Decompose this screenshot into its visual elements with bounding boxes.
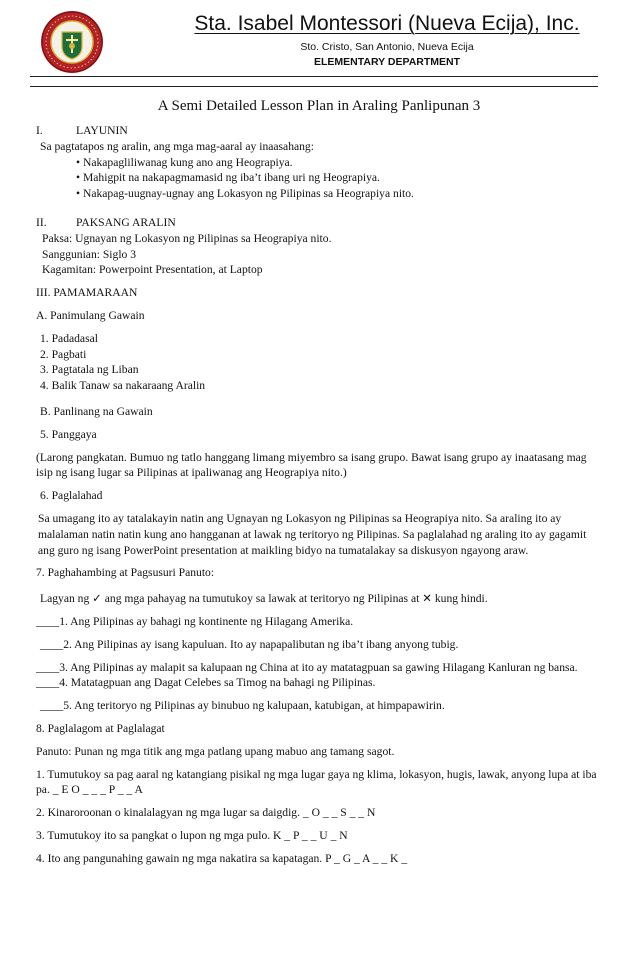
list-item: 2. Pagbati bbox=[40, 347, 87, 361]
pamamaraan-heading: III. PAMAMARAAN bbox=[36, 286, 138, 300]
list-item: • Mahigpit na nakapagmamasid ng iba’t ibang uri ng Heograpiya. bbox=[76, 170, 604, 186]
list-item: 1. Padadasal bbox=[40, 331, 98, 345]
school-department: ELEMENTARY DEPARTMENT bbox=[313, 56, 461, 68]
layunin-bullets bbox=[36, 155, 604, 202]
list-item: 3. Pagtatala ng Liban bbox=[40, 363, 139, 377]
panggaya-heading: 5. Panggaya bbox=[40, 427, 97, 441]
header-divider-top bbox=[30, 76, 598, 77]
document-header bbox=[0, 0, 638, 90]
quiz-item: ____4. Matatagpuan ang Dagat Celebes sa Timog na bahagi ng Pilipinas. bbox=[36, 676, 376, 690]
paglalagom-instruction: Panuto: Punan ng mga titik ang mga patlang upang mabuo ang tamang sagot. bbox=[36, 744, 395, 758]
quiz-item: ____2. Ang Pilipinas ay isang kapuluan. Ito ay napapalibutan ng iba’t ibang anyong tubig. bbox=[40, 637, 459, 651]
school-seal-icon bbox=[40, 10, 104, 74]
paghahambing-heading: 7. Paghahambing at Pagsusuri Panuto: bbox=[36, 566, 215, 580]
school-address: Sto. Cristo, San Antonio, Nueva Ecija bbox=[300, 41, 474, 53]
fill-in-item: 2. Kinaroroonan o kinalalagyan ng mga lugar sa daigdig. _ O _ _ S _ _ N bbox=[36, 806, 376, 820]
kagamitan-line: Kagamitan: Powerpoint Presentation, at Laptop bbox=[42, 263, 263, 277]
lesson-plan-body bbox=[36, 123, 604, 866]
quiz-item: ____3. Ang Pilipinas ay malapit sa kalupaan ng China at ito ay matatagpuan sa gawing Hilagang Kanluran ng bansa. bbox=[36, 660, 578, 674]
paglalagom-heading: 8. Paglalagom at Paglalagat bbox=[36, 721, 165, 735]
section-paksang-aralin bbox=[36, 215, 604, 231]
panggaya-text: (Larong pangkatan. Bumuo ng tatlo hanggang limang miyembro sa isang grupo. Bawat isang grupo ay inaatasang mag isip ng isang lugar sa Pilipinas at ipaliwanag ang Heograpiya nito.) bbox=[36, 450, 587, 480]
layunin-intro: Sa pagtatapos ng aralin, ang mga mag-aaral ay inaasahang: bbox=[40, 139, 314, 153]
quiz-item: ____1. Ang Pilipinas ay bahagi ng kontinente ng Hilagang Amerika. bbox=[36, 614, 354, 628]
list-item: 4. Balik Tanaw sa nakaraang Aralin bbox=[40, 379, 206, 393]
fill-in-item: 1. Tumutukoy sa pag aaral ng katangiang pisikal ng mga lugar gaya ng klima, lokasyon, hugis, lawak, anyong lupa at iba pa. _ E O _ _ _ P _ _ A bbox=[36, 767, 597, 797]
fill-in-item: 4. Ito ang pangunahing gawain ng mga nakatira sa kapatagan. P _ G _ A _ _ K _ bbox=[36, 851, 408, 865]
sanggunian-line: Sanggunian: Siglo 3 bbox=[42, 247, 137, 261]
school-name: Sta. Isabel Montessori (Nueva Ecija), Inc. bbox=[194, 12, 580, 35]
panimulang-gawain-heading: A. Panimulang Gawain bbox=[36, 308, 145, 322]
paghahambing-instruction: Lagyan ng ✓ ang mga pahayag na tumutukoy sa lawak at teritoryo ng Pilipinas at ✕ kung hindi. bbox=[40, 592, 488, 606]
header-divider-bottom bbox=[30, 86, 598, 87]
school-info bbox=[150, 12, 624, 68]
panlinang-gawain-heading: B. Panlinang na Gawain bbox=[40, 404, 153, 418]
section-number: I. bbox=[36, 124, 43, 137]
lesson-plan-title: A Semi Detailed Lesson Plan in Araling Panlipunan 3 bbox=[157, 98, 481, 114]
list-item: • Nakapag-uugnay-ugnay ang Lokasyon ng Pilipinas sa Heograpiya nito. bbox=[76, 186, 604, 202]
section-heading: LAYUNIN bbox=[76, 124, 128, 137]
section-layunin bbox=[36, 123, 604, 139]
quiz-item: ____5. Ang teritoryo ng Pilipinas ay binubuo ng kalupaan, katubigan, at himpapawirin. bbox=[40, 699, 445, 713]
paglalahad-text: Sa umagang ito ay tatalakayin natin ang Ugnayan ng Lokasyon ng Pilipinas sa Heograpiya nito. Sa araling ito ay malalaman natin natin kung ano hangganan at lawak ng teritoryo ng Pilipinas. Sa paglalahad ng araling ito ay gagamit ang guro ng isang PowerPoint presentation at maikling bidyo na tumatalakay sa diskusyon ngayong araw. bbox=[38, 511, 587, 557]
section-number: II. bbox=[36, 215, 47, 229]
fill-in-item: 3. Tumutukoy ito sa pangkat o lupon ng mga pulo. K _ P _ _ U _ N bbox=[36, 828, 348, 842]
section-heading: PAKSANG ARALIN bbox=[76, 215, 176, 229]
list-item: • Nakapagliliwanag kung ano ang Heograpiya. bbox=[76, 155, 604, 171]
paglalahad-heading: 6. Paglalahad bbox=[40, 489, 103, 503]
paksa-line: Paksa: Ugnayan ng Lokasyon ng Pilipinas sa Heograpiya nito. bbox=[42, 231, 332, 245]
